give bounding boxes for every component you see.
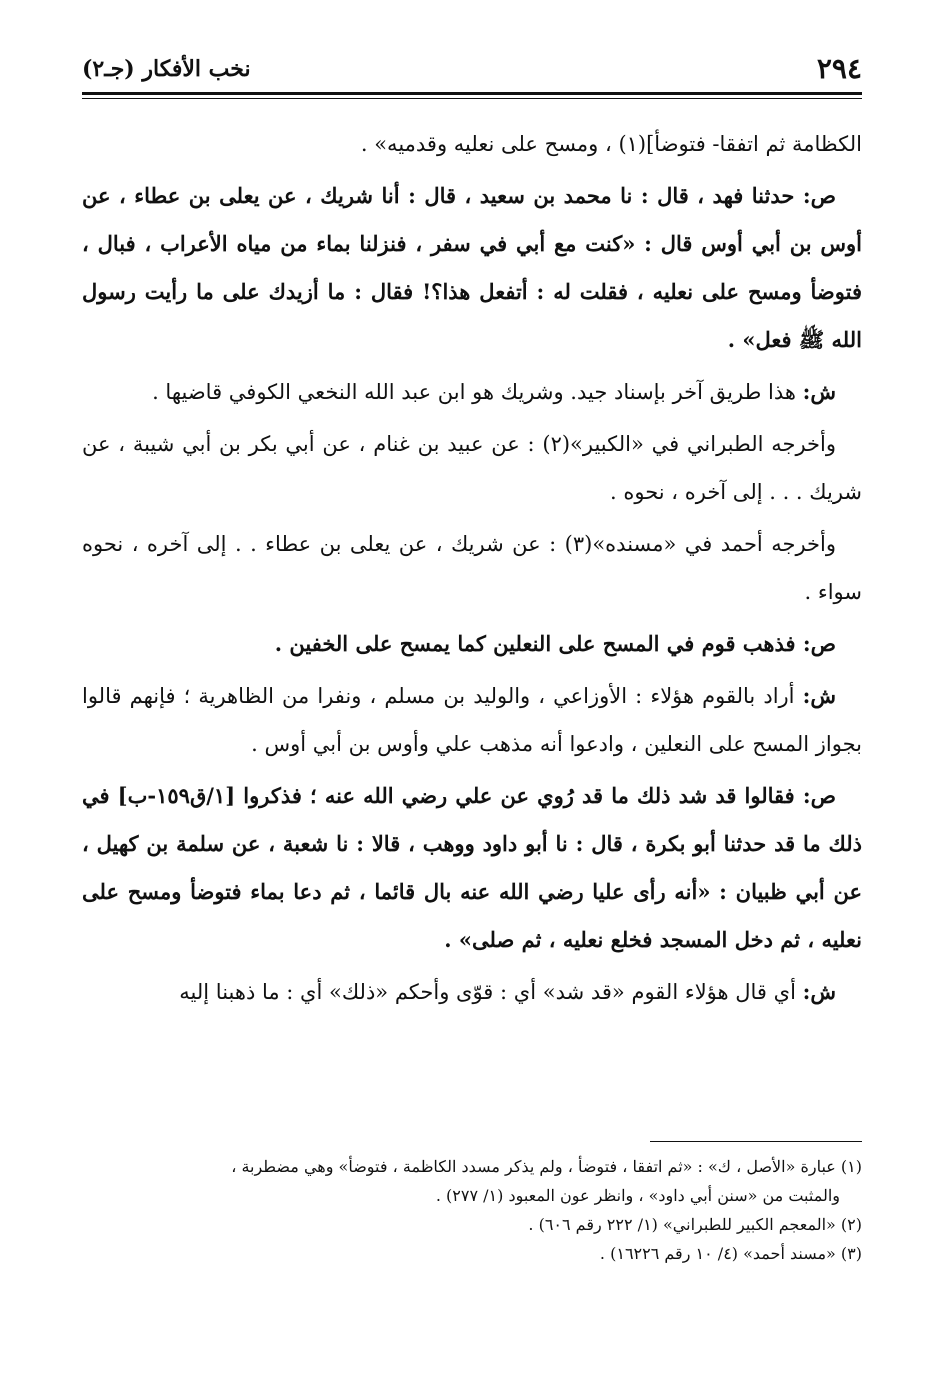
main-text: [82, 120, 862, 1020]
footnote-1: (١) عبارة «الأصل ، ك» : «ثم اتفقا ، فتوضأ ، ولم يذكر مسدد الكاظمة ، فتوضأ» وهي مضطربة ،: [231, 1157, 862, 1176]
header-rule-thin: [82, 98, 862, 99]
footnote-1-continuation: والمثبت من «سنن أبي داود» ، وانظر عون المعبود (١/ ٢٧٧) .: [435, 1186, 840, 1205]
paragraph-text: فذهب قوم في المسح على النعلين كما يمسح على الخفين .: [274, 631, 796, 656]
paragraph-6: [82, 620, 862, 668]
paragraph-lead: ش:: [802, 683, 836, 708]
paragraph-3: [82, 368, 862, 416]
paragraph-1: [82, 120, 862, 168]
paragraph-2: [82, 172, 862, 364]
paragraph-7: [82, 672, 862, 768]
paragraph-text: حدثنا فهد ، قال : نا محمد بن سعيد ، قال : أنا شريك ، عن يعلى بن عطاء ، عن أوس بن أبي أوس قال : «كنت مع أبي في سفر ، فنزلنا بماء من مياه الأعراب ، فبال ، فتوضأ ومسح على نعليه ، فقلت له : أتفعل هذا؟! فقال : ما أزيدك على ما رأيت رسول الله ﷺ فعل» .: [82, 183, 862, 352]
paragraph-5: [82, 520, 862, 616]
paragraph-lead: ص:: [802, 183, 837, 208]
footnotes: [82, 1141, 862, 1268]
page-header: [82, 48, 862, 92]
running-title: نخب الأفكار (جـ٢): [82, 56, 251, 82]
paragraph-text: هذا طريق آخر بإسناد جيد. وشريك هو ابن عبد الله النخعي الكوفي قاضيها .: [152, 380, 796, 404]
paragraph-lead: ص:: [802, 783, 836, 808]
paragraph-9: [82, 968, 862, 1016]
paragraph-lead: ص:: [802, 631, 836, 656]
paragraph-8: [82, 772, 862, 964]
paragraph-text: الكظامة ثم اتفقا- فتوضأ](١) ، ومسح على نعليه وقدميه» .: [360, 132, 862, 156]
paragraph-text: فقالوا قد شد ذلك ما قد رُوي عن علي رضي الله عنه ؛ فذكروا [١/ق١٥٩-ب] في ذلك ما قد حدثنا أبو بكرة ، قال : نا أبو داود ووهب ، قالا : نا شعبة ، عن سلمة بن كهيل ، عن أبي ظبيان : «أنه رأى عليا رضي الله عنه بال قائما ، ثم دعا بماء فتوضأ ومسح على نعليه ، ثم دخل المسجد فخلع نعليه ، ثم صلى» .: [82, 783, 862, 952]
paragraph-text: وأخرجه الطبراني في «الكبير»(٢) : عن عبيد بن غنام ، عن أبي بكر بن أبي شيبة ، عن شريك . . . إلى آخره ، نحوه .: [82, 432, 862, 504]
footnote-3: (٣) «مسند أحمد» (٤/ ١٠ رقم ١٦٢٢٦) .: [599, 1244, 862, 1263]
paragraph-text: أراد بالقوم هؤلاء : الأوزاعي ، والوليد بن مسلم ، ونفرا من الظاهرية ؛ فإنهم قالوا بجواز المسح على النعلين ، وادعوا أنه مذهب علي وأوس بن أبي أوس .: [82, 684, 862, 756]
paragraph-lead: ش:: [802, 379, 836, 404]
page-number: ٢٩٤: [816, 52, 862, 85]
header-rule: [82, 92, 862, 95]
paragraph-text: وأخرجه أحمد في «مسنده»(٣) : عن شريك ، عن يعلى بن عطاء . . إلى آخره ، نحوه سواء .: [82, 532, 862, 604]
footnote-2: (٢) «المعجم الكبير للطبراني» (١/ ٢٢٢ رقم ٦٠٦) .: [528, 1215, 862, 1234]
book-page: [82, 48, 862, 1263]
paragraph-text: أي قال هؤلاء القوم «قد شد» أي : قوّى وأحكم «ذلك» أي : ما ذهبنا إليه: [179, 980, 796, 1004]
paragraph-4: [82, 420, 862, 516]
paragraph-lead: ش:: [802, 979, 836, 1004]
footnote-rule: [650, 1141, 862, 1142]
